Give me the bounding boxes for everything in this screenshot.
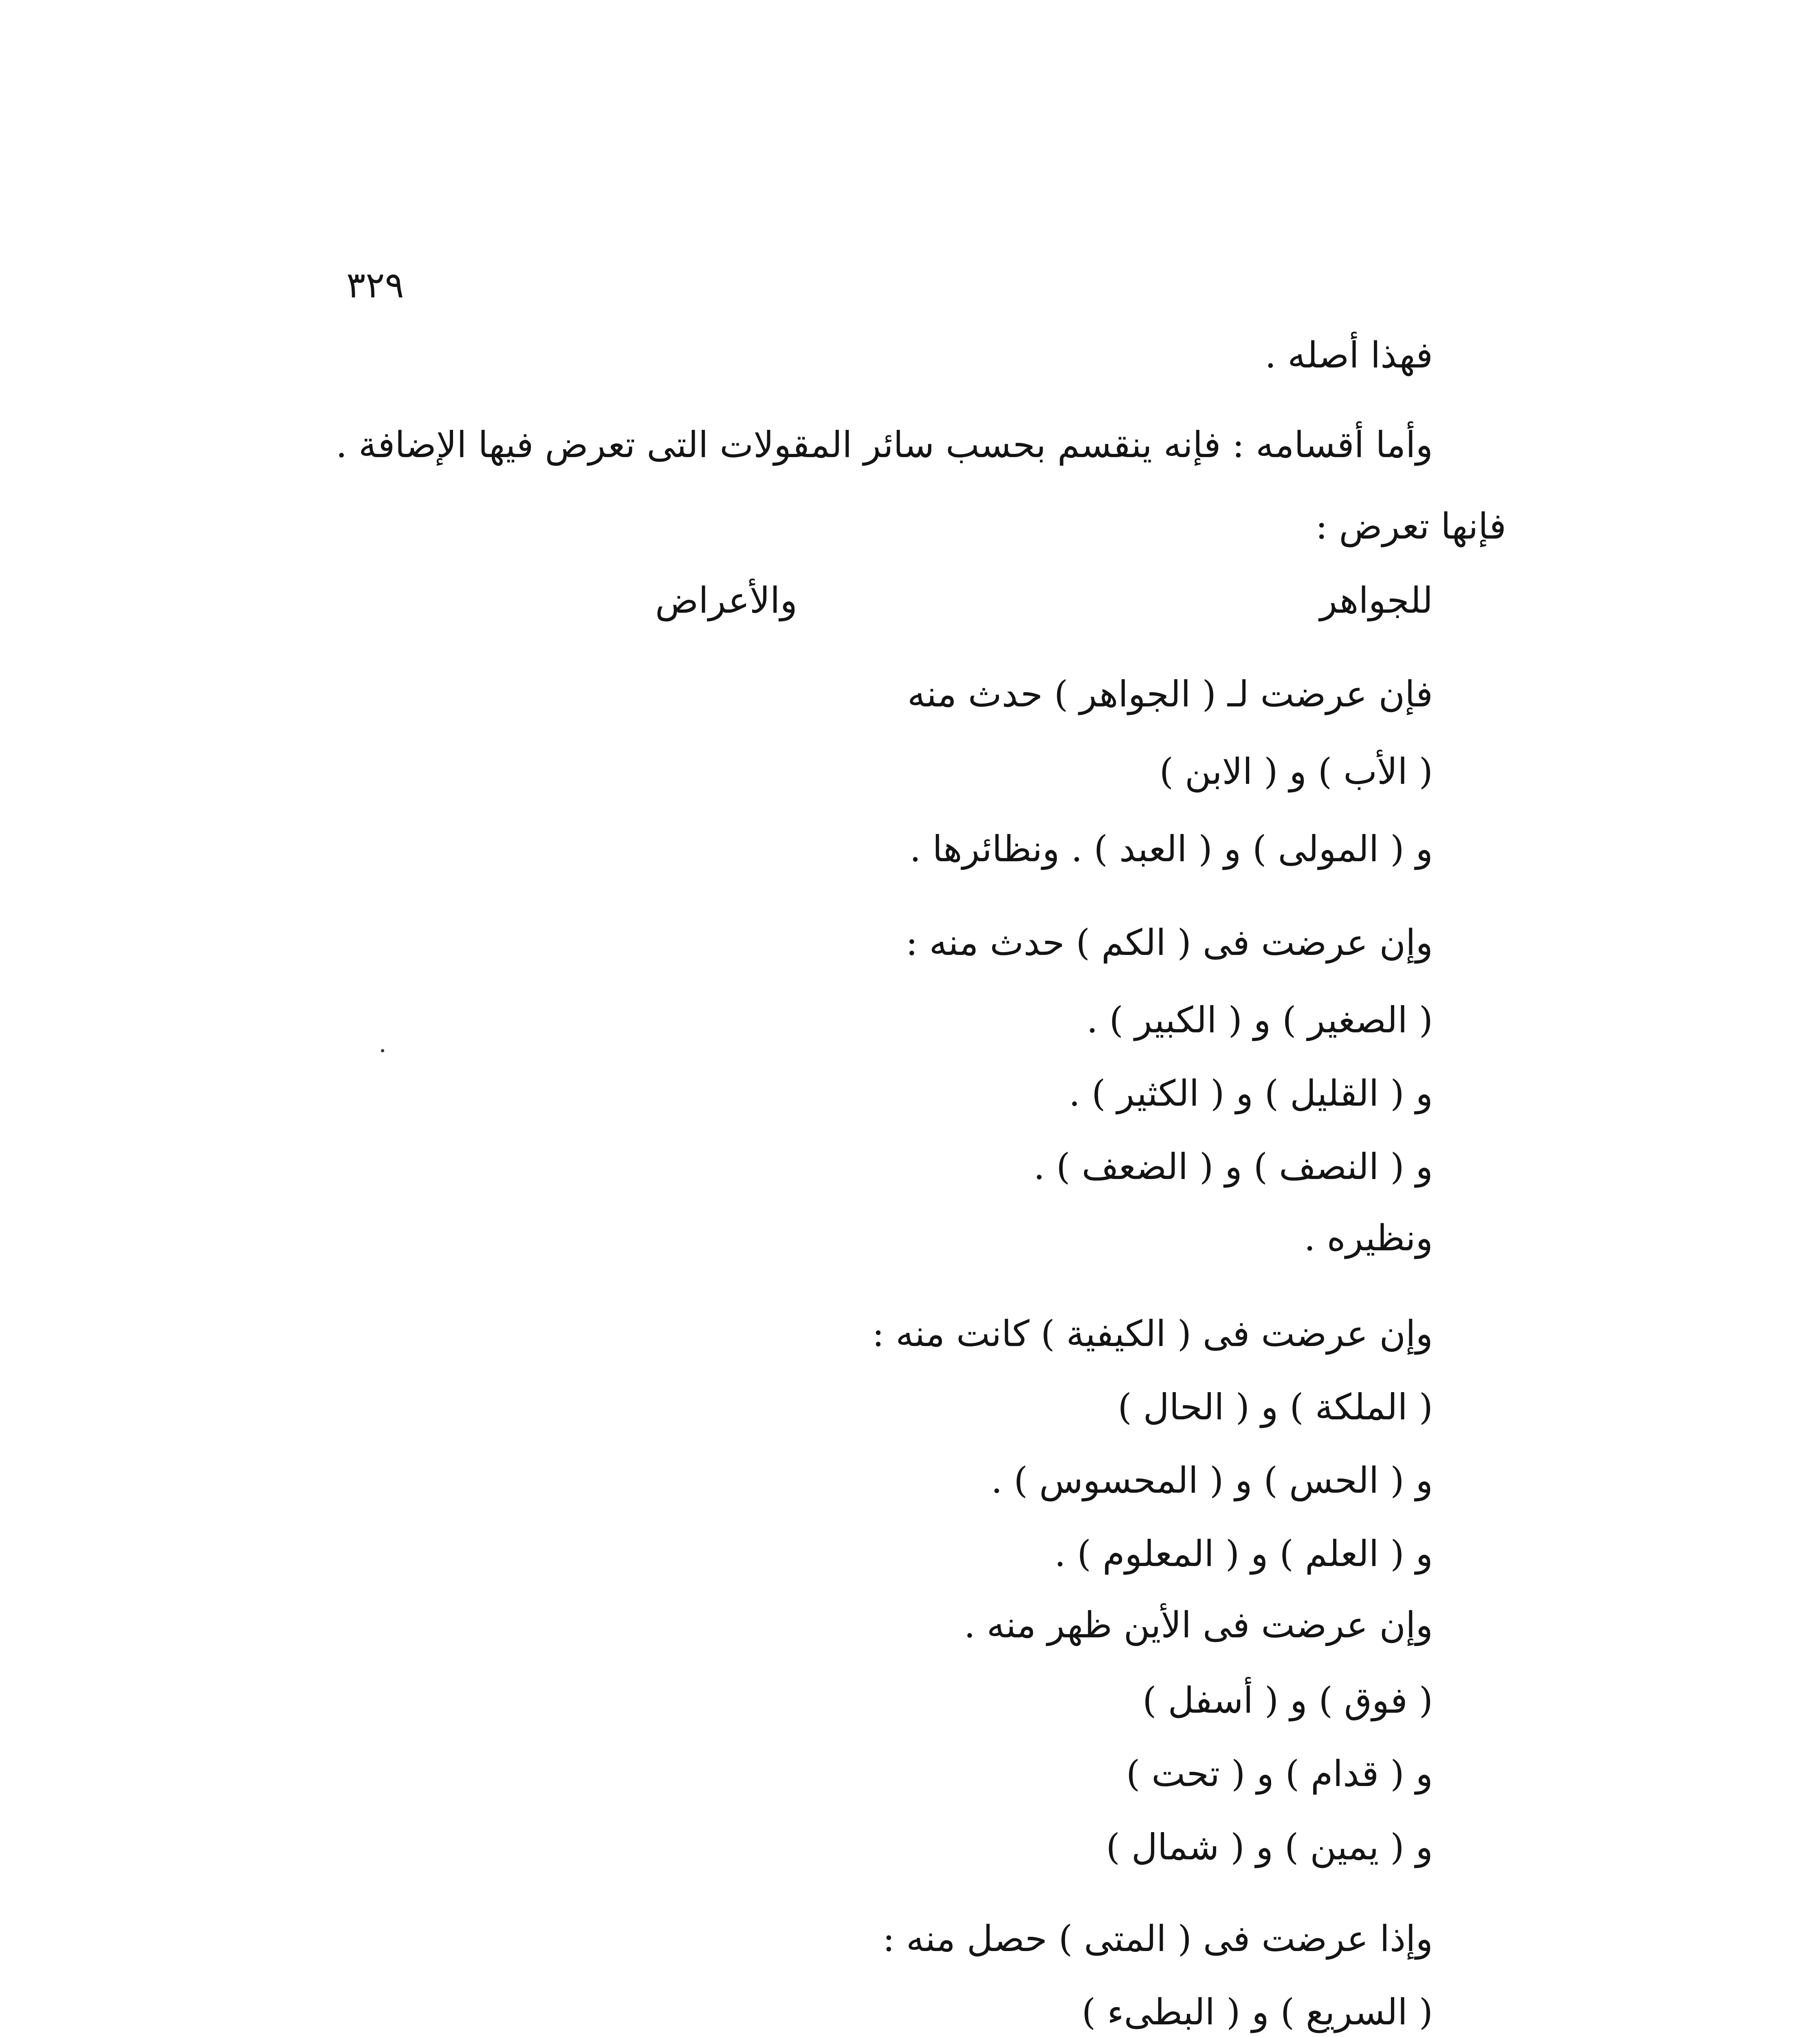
text-line: ( الأب ) و ( الابن ) xyxy=(1159,750,1433,792)
text-line: وأما أقسامه : فإنه ينقسم بحسب سائر المقولات التى تعرض فيها الإضافة . xyxy=(336,424,1433,466)
text-line: ( السريع ) و ( البطىء ) xyxy=(1081,1991,1433,2033)
text-line: فهذا أصله . xyxy=(1265,334,1433,376)
text-line: وإن عرضت فى ( الكم ) حدث منه : xyxy=(905,922,1433,964)
text-line: وإذا عرضت فى ( المتى ) حصل منه : xyxy=(882,1918,1433,1960)
text-line: وإن عرضت فى الأين ظهر منه . xyxy=(964,1604,1433,1646)
text-line: فإنها تعرض : xyxy=(1315,505,1506,547)
text-line: للجواهر xyxy=(1320,579,1433,621)
text-line: و ( يمين ) و ( شمال ) xyxy=(1106,1826,1433,1868)
text-line: فإن عرضت لـ ( الجواهر ) حدث منه xyxy=(907,673,1433,715)
text-line: والأعراض xyxy=(655,579,797,621)
text-line: و ( الحس ) و ( المحسوس ) . xyxy=(991,1459,1433,1501)
text-line: وإن عرضت فى ( الكيفية ) كانت منه : xyxy=(872,1313,1433,1355)
text-line: و ( المولى ) و ( العبد ) . ونظائرها . xyxy=(909,828,1433,870)
text-line: و ( العلم ) و ( المعلوم ) . xyxy=(1054,1533,1433,1575)
text-line: و ( النصف ) و ( الضعف ) . xyxy=(1033,1146,1433,1188)
text-line: و ( قدام ) و ( تحت ) xyxy=(1126,1753,1433,1795)
text-line: ونظيره . xyxy=(1304,1217,1433,1259)
text-line: ( الصغير ) و ( الكبير ) . xyxy=(1086,999,1433,1041)
text-line: و ( القليل ) و ( الكثير ) . xyxy=(1069,1072,1433,1114)
ink-speck xyxy=(381,1049,384,1052)
text-line: ( الملكة ) و ( الحال ) xyxy=(1118,1386,1433,1428)
text-line: ( فوق ) و ( أسفل ) xyxy=(1142,1679,1433,1721)
page-number: ٣٢٩ xyxy=(346,264,404,306)
